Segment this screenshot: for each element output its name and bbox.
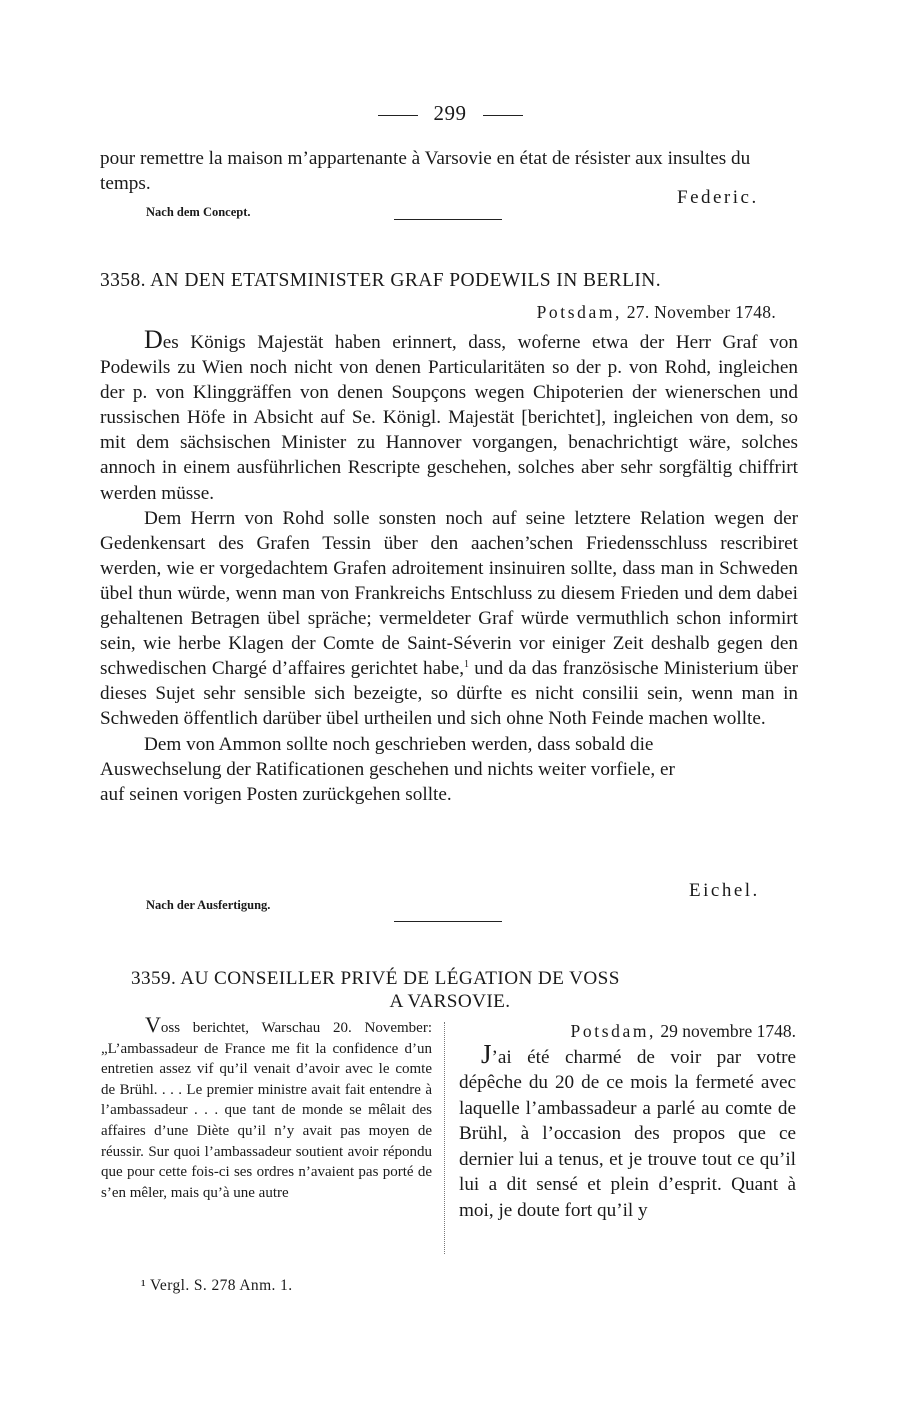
letter-3359-summary-column: Voss berichtet, Warschau 20. November: „L’ambassadeur de France me fit la confidence d’un entretien assez vif qu’il venait d’avoir avec le comte de Brühl. . . . Le premier ministre avait fait entendre à l’ambassadeur . . . que tant de monde se mêlait des affaires d’une Diète qu’il n’y avait pas moyen de réussir. Sur quoi l’ambassadeur soutient avoir répondu que pour cette fois-ci ses ordres n’avaient pas porté de s’en mêler, mais qu’à une autre [101,1012,432,1201]
letter-3358-paragraph-1: Des Königs Majestät haben erinnert, dass, woferne etwa der Herr Graf von Podewils zu Wien noch nicht von denen Particularitäten so der p. von Rohd, ingleichen der p. von Klinggräffen von denen Soupçons wegen Chipoterien der wienerschen und russischen Höfe in Absicht auf Se. Königl. Majestät [berichtet], ingleichen von dem, so mit dem sächsischen Minister zu Hannover vorgangen, benachrichtigt wäre, solches annoch in einem ausführlichen Rescripte geschehen, solches aber sehr sorgfältig chiffrirt werden müsse. [100,325,798,504]
prev-letter-signature: Federic. [677,187,759,208]
letter-3358-dateline: Potsdam, 27. November 1748. [536,302,776,322]
letter-3358-signature: Eichel. [689,880,760,901]
prev-letter-text: pour remettre la maison m’appartenante à Varsovie en état de résister aux insultes du temps. [100,148,751,195]
page-number-dash-left [378,115,418,116]
page-number-dash-right [483,115,523,116]
separator-rule-2 [394,921,502,922]
footnote: ¹ Vergl. S. 278 Anm. 1. [141,1277,293,1294]
letter-3359-text-column: Potsdam, 29 novembre 1748. J’ai été charmé de voir par votre dépêche du 20 de ce mois la fermeté avec laquelle l’ambassadeur a parlé au comte de Brühl, à l’occasion des propos que ce dernier lui a tenus, et je trouve tout ce qu’il lui a dit sensé et plein d’esprit. Quant à moi, je doute fort qu’il y [459,1021,796,1221]
letter-3359-dateline: Potsdam, 29 novembre 1748. [570,1021,796,1041]
column-separator [444,1022,445,1254]
letter-3358-source: Nach der Ausfertigung. [146,898,271,912]
letter-3358-paragraph-3: Dem von Ammon sollte noch geschrieben werden, dass sobald die Auswechselung der Ratificationen geschehen und nichts weiter vorfiele, er auf seinen vorigen Posten zurückgehen sollte. [100,733,675,805]
letter-3359-heading-line-1: 3359. AU CONSEILLER PRIVÉ DE LÉGATION DE VOSS [131,968,620,989]
footnote-marker: 1 [464,659,470,671]
letter-3359-heading-line-2: A VARSOVIE. [389,991,511,1012]
letter-3358-paragraph-2: Dem Herrn von Rohd solle sonsten noch auf seine letztere Relation wegen der Gedenkensart des Grafen Tessin über den aachen’schen Friedensschluss rescribiret werden, wie er vorgedachtem Grafen adroitement insinuiren sollte, dass man in Schweden übel thun würde, wenn man von Frankreichs Entschluss zu diesem Frieden und dem dabei gehaltenen Betragen übel spräche; vermeldeter Graf würde vermuthlich schon informirt sein, wie herbe Klagen der Comte de Saint-Séverin vor einiger Zeit deshalb gegen den schwedischen Chargé d’affaires gerichtet habe,$^1$ und da das französische Ministerium über dieses Sujet sehr sensible sich bezeigte, so dürfte es nicht consilii sein, wenn man in Schweden öffentlich darüber übel urtheilen und sich ohne Noth Feinde machen wollte. [100,507,798,730]
letter-3358-heading: 3358. AN DEN ETATSMINISTER GRAF PODEWILS IN BERLIN. [100,270,662,291]
page-number: 299 [0,101,900,126]
prev-letter-source: Nach dem Concept. [146,205,251,219]
separator-rule-1 [394,219,502,220]
letter-3358-body [100,325,798,807]
